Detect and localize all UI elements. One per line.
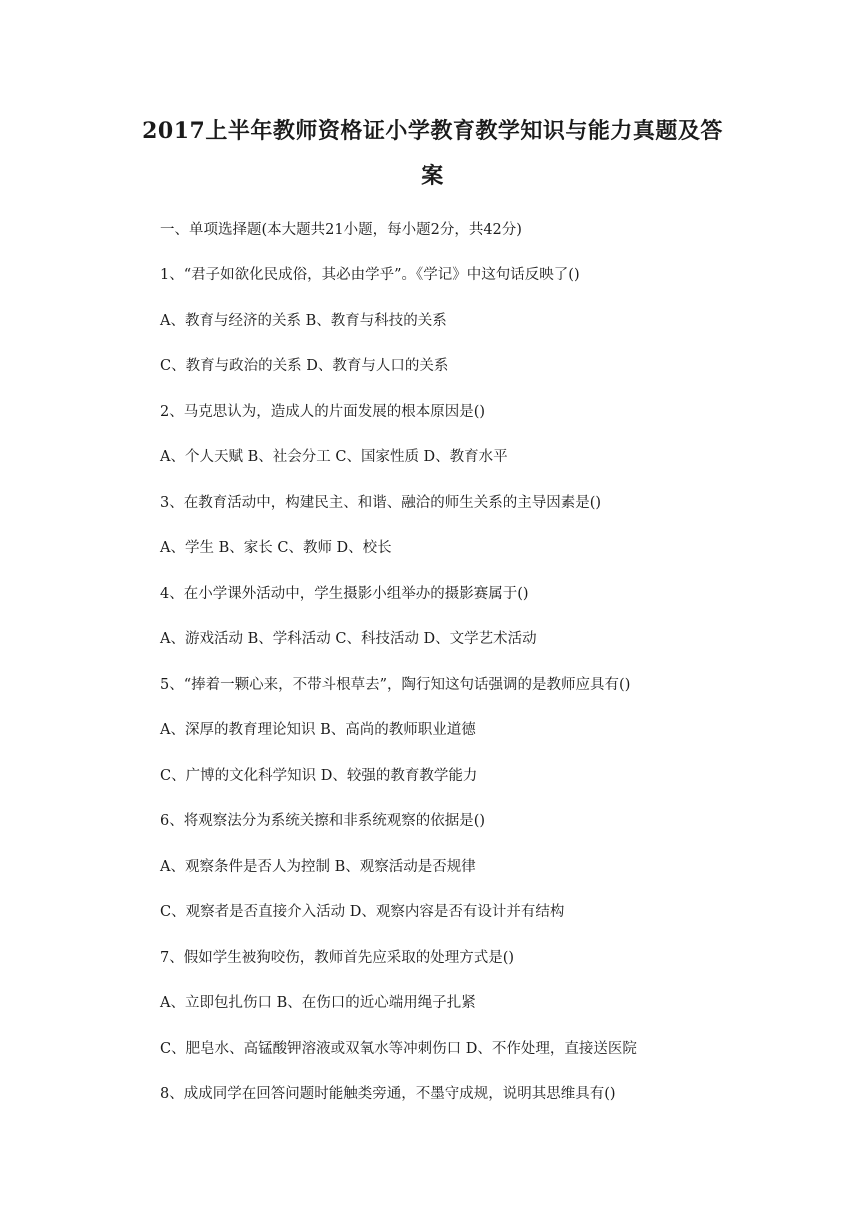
question-1-options-a-b: A、教育与经济的关系 B、教育与科技的关系	[160, 313, 447, 329]
section-heading: 一、单项选择题(本大题共21小题，每小题2分，共42分)	[160, 222, 522, 238]
question-2: 2、马克思认为，造成人的片面发展的根本原因是()	[160, 404, 486, 420]
question-6-options-c-d: C、观察者是否直接介入活动 D、观察内容是否有设计并有结构	[160, 904, 565, 920]
question-5-options-a-b: A、深厚的教育理论知识 B、高尚的教师职业道德	[160, 722, 476, 738]
question-7-options-a-b: A、立即包扎伤口 B、在伤口的近心端用绳子扎紧	[160, 995, 476, 1011]
question-6-options-a-b: A、观察条件是否人为控制 B、观察活动是否规律	[160, 859, 476, 875]
question-4-options: A、游戏活动 B、学科活动 C、科技活动 D、文学艺术活动	[160, 631, 537, 647]
question-3-options: A、学生 B、家长 C、教师 D、校长	[160, 540, 392, 556]
question-1: 1、“君子如欲化民成俗，其必由学乎”。《学记》中这句话反映了()	[160, 267, 580, 283]
question-5-options-c-d: C、广博的文化科学知识 D、较强的教育教学能力	[160, 768, 478, 784]
question-1-options-c-d: C、教育与政治的关系 D、教育与人口的关系	[160, 358, 449, 374]
document-title-line-1: 2017上半年教师资格证小学教育教学知识与能力真题及答	[142, 118, 723, 144]
question-2-options: A、个人天赋 B、社会分工 C、国家性质 D、教育水平	[160, 449, 508, 465]
question-4: 4、在小学课外活动中，学生摄影小组举办的摄影赛属于()	[160, 586, 529, 602]
question-3: 3、在教育活动中，构建民主、和谐、融洽的师生关系的主导因素是()	[160, 495, 602, 511]
document-title-line-2: 案	[421, 163, 444, 189]
question-8: 8、成成同学在回答问题时能触类旁通，不墨守成规，说明其思维具有()	[160, 1086, 616, 1102]
question-6: 6、将观察法分为系统关擦和非系统观察的依据是()	[160, 813, 486, 829]
question-7-options-c-d: C、肥皂水、高锰酸钾溶液或双氧水等冲刺伤口 D、不作处理，直接送医院	[160, 1041, 637, 1057]
question-7: 7、假如学生被狗咬伤，教师首先应采取的处理方式是()	[160, 950, 515, 966]
question-5: 5、“捧着一颗心来，不带斗根草去”，陶行知这句话强调的是教师应具有()	[160, 677, 631, 693]
